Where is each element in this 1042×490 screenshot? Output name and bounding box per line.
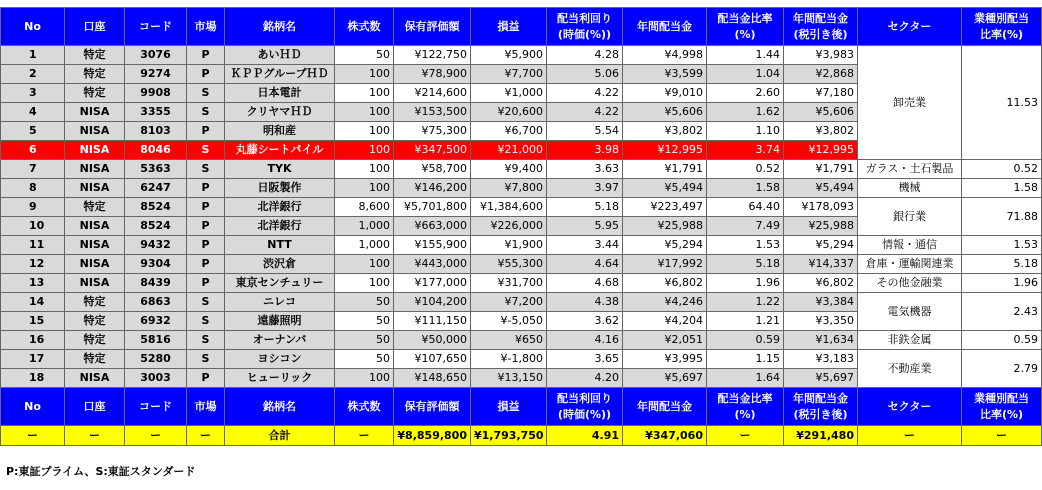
cell-value: ¥148,650 [394,369,471,388]
cell-yield: 5.18 [547,198,623,217]
cell-shares: 8,600 [335,198,394,217]
cell-no: 9 [1,198,65,217]
total-name: 合計 [225,426,335,446]
cell-shares: 100 [335,274,394,293]
footer-header-account: 口座 [65,388,125,426]
cell-annual-div: ¥5,697 [623,369,707,388]
cell-market: P [187,198,225,217]
cell-shares: 50 [335,312,394,331]
cell-value: ¥58,700 [394,160,471,179]
header-sector-ratio: 業種別配当 比率(%) [962,8,1042,46]
cell-shares: 100 [335,84,394,103]
cell-div-after-tax: ¥1,634 [784,331,858,350]
cell-pnl: ¥55,300 [471,255,547,274]
cell-no: 15 [1,312,65,331]
footer-header-no: No [1,388,65,426]
cell-annual-div: ¥2,051 [623,331,707,350]
cell-pnl: ¥31,700 [471,274,547,293]
cell-div-ratio: 1.10 [707,122,784,141]
cell-sector: 非鉄金属 [858,331,962,350]
cell-code: 8103 [125,122,187,141]
cell-code: 5816 [125,331,187,350]
cell-code: 9432 [125,236,187,255]
cell-sector: その他金融業 [858,274,962,293]
cell-no: 12 [1,255,65,274]
cell-no: 2 [1,65,65,84]
cell-div-ratio: 1.53 [707,236,784,255]
total-shares: ー [335,426,394,446]
footer-header-annual-div: 年間配当金 [623,388,707,426]
cell-pnl: ¥226,000 [471,217,547,236]
cell-div-after-tax: ¥3,183 [784,350,858,369]
cell-pnl: ¥21,000 [471,141,547,160]
header-yield: 配当利回り (時価(%)) [547,8,623,46]
cell-shares: 100 [335,369,394,388]
cell-market: S [187,160,225,179]
cell-value: ¥153,500 [394,103,471,122]
cell-code: 5363 [125,160,187,179]
cell-account: 特定 [65,84,125,103]
cell-account: NISA [65,103,125,122]
cell-name: クリヤマＨＤ [225,103,335,122]
cell-div-ratio: 1.21 [707,312,784,331]
cell-name: ニレコ [225,293,335,312]
cell-div-after-tax: ¥2,868 [784,65,858,84]
cell-name: 渋沢倉 [225,255,335,274]
cell-account: 特定 [65,46,125,65]
cell-sector-ratio: 5.18 [962,255,1042,274]
cell-pnl: ¥1,900 [471,236,547,255]
cell-sector: 倉庫・運輸関連業 [858,255,962,274]
cell-account: NISA [65,217,125,236]
cell-yield: 5.54 [547,122,623,141]
cell-shares: 100 [335,65,394,84]
cell-yield: 3.97 [547,179,623,198]
cell-no: 3 [1,84,65,103]
cell-div-ratio: 7.49 [707,217,784,236]
cell-sector-ratio: 2.79 [962,350,1042,388]
cell-shares: 100 [335,160,394,179]
cell-div-after-tax: ¥5,294 [784,236,858,255]
cell-account: NISA [65,160,125,179]
cell-no: 5 [1,122,65,141]
cell-pnl: ¥1,384,600 [471,198,547,217]
cell-name: 遠藤照明 [225,312,335,331]
total-div-after-tax: ¥291,480 [784,426,858,446]
cell-div-ratio: 2.60 [707,84,784,103]
cell-account: NISA [65,255,125,274]
cell-pnl: ¥6,700 [471,122,547,141]
cell-div-ratio: 5.18 [707,255,784,274]
cell-market: S [187,331,225,350]
cell-annual-div: ¥5,294 [623,236,707,255]
cell-account: NISA [65,274,125,293]
cell-value: ¥111,150 [394,312,471,331]
table-row [1,350,1042,369]
cell-pnl: ¥7,200 [471,293,547,312]
cell-name: ＫＰＰグループＨＤ [225,65,335,84]
cell-code: 8439 [125,274,187,293]
cell-annual-div: ¥1,791 [623,160,707,179]
cell-name: 日本電計 [225,84,335,103]
cell-pnl: ¥-5,050 [471,312,547,331]
cell-code: 9908 [125,84,187,103]
cell-div-after-tax: ¥14,337 [784,255,858,274]
cell-yield: 4.22 [547,84,623,103]
cell-no: 7 [1,160,65,179]
cell-code: 9304 [125,255,187,274]
cell-value: ¥443,000 [394,255,471,274]
cell-div-ratio: 1.62 [707,103,784,122]
table-row [1,160,1042,179]
cell-no: 8 [1,179,65,198]
header-name: 銘柄名 [225,8,335,46]
cell-div-ratio: 1.22 [707,293,784,312]
cell-account: NISA [65,122,125,141]
cell-div-after-tax: ¥12,995 [784,141,858,160]
cell-yield: 3.62 [547,312,623,331]
cell-market: P [187,255,225,274]
total-no: ー [1,426,65,446]
table-row [1,255,1042,274]
cell-annual-div: ¥12,995 [623,141,707,160]
cell-pnl: ¥9,400 [471,160,547,179]
cell-yield: 4.64 [547,255,623,274]
total-div-ratio: ー [707,426,784,446]
cell-yield: 4.68 [547,274,623,293]
total-sector: ー [858,426,962,446]
cell-name: 明和産 [225,122,335,141]
cell-value: ¥50,000 [394,331,471,350]
cell-name: NTT [225,236,335,255]
header-market: 市場 [187,8,225,46]
cell-market: S [187,141,225,160]
cell-market: S [187,103,225,122]
cell-div-after-tax: ¥6,802 [784,274,858,293]
cell-market: S [187,350,225,369]
cell-div-ratio: 0.59 [707,331,784,350]
cell-yield: 4.22 [547,103,623,122]
footer-header-yield: 配当利回り (時価(%)) [547,388,623,426]
cell-market: P [187,46,225,65]
cell-code: 8524 [125,198,187,217]
cell-market: S [187,312,225,331]
cell-account: NISA [65,369,125,388]
cell-account: 特定 [65,65,125,84]
cell-account: 特定 [65,293,125,312]
cell-code: 9274 [125,65,187,84]
cell-annual-div: ¥4,998 [623,46,707,65]
cell-value: ¥663,000 [394,217,471,236]
cell-name: あいＨＤ [225,46,335,65]
cell-account: NISA [65,236,125,255]
total-sector-ratio: ー [962,426,1042,446]
header-annual-div: 年間配当金 [623,8,707,46]
header-pnl: 損益 [471,8,547,46]
cell-code: 3076 [125,46,187,65]
cell-value: ¥347,500 [394,141,471,160]
cell-yield: 4.16 [547,331,623,350]
cell-code: 8524 [125,217,187,236]
header-div-after-tax: 年間配当金 (税引き後) [784,8,858,46]
cell-account: 特定 [65,350,125,369]
cell-div-after-tax: ¥5,697 [784,369,858,388]
cell-shares: 50 [335,293,394,312]
cell-account: 特定 [65,312,125,331]
cell-sector: 電気機器 [858,293,962,331]
footer-header-shares: 株式数 [335,388,394,426]
cell-name: 北洋銀行 [225,217,335,236]
cell-market: S [187,293,225,312]
cell-shares: 100 [335,255,394,274]
cell-sector: ガラス・土石製品 [858,160,962,179]
total-value: ¥8,859,800 [394,426,471,446]
cell-annual-div: ¥3,599 [623,65,707,84]
footer-header-row [1,388,1042,426]
footer-header-name: 銘柄名 [225,388,335,426]
cell-value: ¥155,900 [394,236,471,255]
cell-sector: 不動産業 [858,350,962,388]
cell-div-ratio: 1.96 [707,274,784,293]
cell-no: 17 [1,350,65,369]
total-yield: 4.91 [547,426,623,446]
cell-market: S [187,84,225,103]
market-footnote: P:東証プライム、S:東証スタンダード [6,465,196,478]
cell-yield: 3.98 [547,141,623,160]
cell-annual-div: ¥5,606 [623,103,707,122]
cell-yield: 3.65 [547,350,623,369]
cell-sector-ratio: 11.53 [962,46,1042,160]
cell-market: P [187,65,225,84]
cell-annual-div: ¥9,010 [623,84,707,103]
cell-code: 6932 [125,312,187,331]
footer-header-market: 市場 [187,388,225,426]
cell-div-after-tax: ¥1,791 [784,160,858,179]
cell-shares: 100 [335,122,394,141]
portfolio-table [0,7,1042,446]
cell-div-after-tax: ¥3,983 [784,46,858,65]
cell-yield: 3.63 [547,160,623,179]
table-body [1,46,1042,388]
cell-div-after-tax: ¥25,988 [784,217,858,236]
cell-yield: 4.38 [547,293,623,312]
cell-pnl: ¥7,800 [471,179,547,198]
cell-code: 3355 [125,103,187,122]
cell-value: ¥78,900 [394,65,471,84]
cell-div-after-tax: ¥3,350 [784,312,858,331]
cell-div-ratio: 1.44 [707,46,784,65]
cell-name: TYK [225,160,335,179]
cell-code: 6247 [125,179,187,198]
footer-header-sector: セクター [858,388,962,426]
cell-code: 5280 [125,350,187,369]
cell-no: 13 [1,274,65,293]
cell-div-after-tax: ¥5,606 [784,103,858,122]
cell-shares: 100 [335,179,394,198]
cell-market: P [187,369,225,388]
cell-annual-div: ¥223,497 [623,198,707,217]
total-annual-div: ¥347,060 [623,426,707,446]
cell-no: 4 [1,103,65,122]
table-row [1,198,1042,217]
cell-value: ¥146,200 [394,179,471,198]
table-row [1,179,1042,198]
cell-no: 14 [1,293,65,312]
cell-sector-ratio: 0.59 [962,331,1042,350]
cell-yield: 3.44 [547,236,623,255]
cell-sector-ratio: 1.58 [962,179,1042,198]
table-row [1,46,1042,65]
cell-name: ヨシコン [225,350,335,369]
cell-div-after-tax: ¥5,494 [784,179,858,198]
cell-div-ratio: 1.58 [707,179,784,198]
cell-annual-div: ¥4,246 [623,293,707,312]
cell-sector-ratio: 2.43 [962,293,1042,331]
cell-account: 特定 [65,198,125,217]
cell-div-ratio: 0.52 [707,160,784,179]
cell-div-ratio: 1.15 [707,350,784,369]
cell-account: 特定 [65,331,125,350]
header-row [1,8,1042,46]
cell-shares: 50 [335,350,394,369]
cell-name: 日阪製作 [225,179,335,198]
cell-code: 3003 [125,369,187,388]
cell-sector-ratio: 1.53 [962,236,1042,255]
header-no: No [1,8,65,46]
cell-sector: 銀行業 [858,198,962,236]
cell-shares: 1,000 [335,217,394,236]
cell-market: P [187,179,225,198]
cell-market: P [187,217,225,236]
cell-annual-div: ¥3,802 [623,122,707,141]
cell-annual-div: ¥4,204 [623,312,707,331]
cell-market: P [187,274,225,293]
cell-sector-ratio: 1.96 [962,274,1042,293]
cell-no: 10 [1,217,65,236]
cell-pnl: ¥13,150 [471,369,547,388]
cell-annual-div: ¥6,802 [623,274,707,293]
footer-header-div-ratio: 配当金比率 (%) [707,388,784,426]
cell-annual-div: ¥25,988 [623,217,707,236]
total-pnl: ¥1,793,750 [471,426,547,446]
cell-div-ratio: 64.40 [707,198,784,217]
cell-div-after-tax: ¥7,180 [784,84,858,103]
total-code: ー [125,426,187,446]
cell-account: NISA [65,179,125,198]
cell-yield: 5.06 [547,65,623,84]
total-row [1,426,1042,446]
cell-name: 北洋銀行 [225,198,335,217]
cell-no: 6 [1,141,65,160]
cell-div-after-tax: ¥178,093 [784,198,858,217]
cell-account: NISA [65,141,125,160]
cell-no: 11 [1,236,65,255]
cell-annual-div: ¥17,992 [623,255,707,274]
total-market: ー [187,426,225,446]
table-row [1,293,1042,312]
cell-shares: 100 [335,103,394,122]
header-sector: セクター [858,8,962,46]
table-row [1,236,1042,255]
cell-shares: 100 [335,141,394,160]
total-account: ー [65,426,125,446]
cell-no: 1 [1,46,65,65]
cell-name: 丸藤シートパイル [225,141,335,160]
cell-value: ¥104,200 [394,293,471,312]
cell-value: ¥177,000 [394,274,471,293]
cell-code: 6863 [125,293,187,312]
cell-pnl: ¥5,900 [471,46,547,65]
cell-pnl: ¥7,700 [471,65,547,84]
cell-pnl: ¥20,600 [471,103,547,122]
cell-no: 16 [1,331,65,350]
cell-value: ¥122,750 [394,46,471,65]
cell-shares: 1,000 [335,236,394,255]
cell-yield: 4.20 [547,369,623,388]
cell-sector: 機械 [858,179,962,198]
table-row [1,274,1042,293]
cell-market: P [187,236,225,255]
cell-value: ¥5,701,800 [394,198,471,217]
cell-market: P [187,122,225,141]
footer-header-value: 保有評価額 [394,388,471,426]
footer-header-div-after-tax: 年間配当金 (税引き後) [784,388,858,426]
cell-sector-ratio: 0.52 [962,160,1042,179]
cell-name: オーナンバ [225,331,335,350]
cell-pnl: ¥650 [471,331,547,350]
header-account: 口座 [65,8,125,46]
table-row [1,331,1042,350]
footer-header-sector-ratio: 業種別配当 比率(%) [962,388,1042,426]
cell-name: ヒューリック [225,369,335,388]
cell-name: 東京センチュリー [225,274,335,293]
header-code: コード [125,8,187,46]
cell-annual-div: ¥5,494 [623,179,707,198]
cell-shares: 50 [335,331,394,350]
cell-sector: 情報・通信 [858,236,962,255]
cell-value: ¥214,600 [394,84,471,103]
header-shares: 株式数 [335,8,394,46]
cell-pnl: ¥-1,800 [471,350,547,369]
cell-sector: 卸売業 [858,46,962,160]
footer-header-code: コード [125,388,187,426]
cell-sector-ratio: 71.88 [962,198,1042,236]
cell-div-ratio: 3.74 [707,141,784,160]
cell-div-after-tax: ¥3,802 [784,122,858,141]
cell-annual-div: ¥3,995 [623,350,707,369]
header-div-ratio: 配当金比率 (%) [707,8,784,46]
cell-no: 18 [1,369,65,388]
cell-div-ratio: 1.64 [707,369,784,388]
footer-header-pnl: 損益 [471,388,547,426]
cell-shares: 50 [335,46,394,65]
cell-value: ¥107,650 [394,350,471,369]
cell-code: 8046 [125,141,187,160]
cell-yield: 4.28 [547,46,623,65]
header-value: 保有評価額 [394,8,471,46]
cell-yield: 5.95 [547,217,623,236]
cell-div-after-tax: ¥3,384 [784,293,858,312]
cell-div-ratio: 1.04 [707,65,784,84]
cell-value: ¥75,300 [394,122,471,141]
cell-pnl: ¥1,000 [471,84,547,103]
